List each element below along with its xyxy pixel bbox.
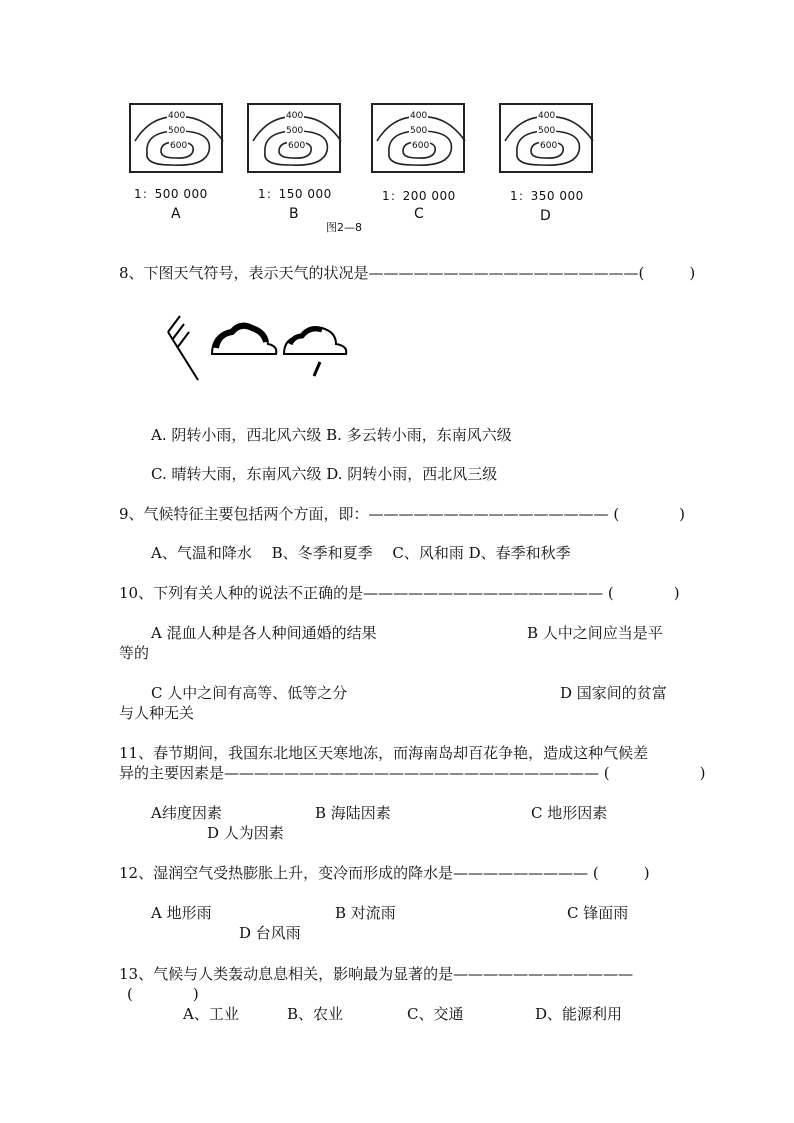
- question-10-option-b-cont: 等的: [119, 644, 150, 662]
- contour-label: 400: [286, 111, 304, 121]
- contour-label: 400: [410, 111, 428, 121]
- contour-label: 500: [286, 126, 304, 136]
- light-rain-cloud-icon: [284, 327, 346, 376]
- contour-label: 600: [170, 141, 188, 151]
- wind-symbol-icon: [168, 316, 198, 380]
- question-12-option-a: A 地形雨: [151, 904, 212, 922]
- question-10-option-a: A 混血人种是各人种间通婚的结果: [151, 624, 377, 642]
- question-12-option-b: B 对流雨: [335, 904, 396, 922]
- contour-label: 600: [540, 141, 558, 151]
- question-13-option-a: A、工业: [183, 1005, 239, 1023]
- map-scale: 1：150 000: [258, 187, 332, 201]
- question-12-stem: 12、湿润空气受热膨胀上升，变冷而形成的降水是————————— ( ): [119, 864, 650, 882]
- question-11-option-c: C 地形因素: [531, 804, 608, 822]
- contour-map-b: [247, 103, 341, 173]
- question-13-option-b: B、农业: [287, 1005, 344, 1023]
- contour-label: 600: [412, 141, 430, 151]
- contour-map-a: [129, 103, 223, 173]
- question-10-option-c: C 人中之间有高等、低等之分: [151, 684, 348, 702]
- question-10-option-d-cont: 与人种无关: [119, 704, 195, 722]
- question-10-option-d: D 国家间的贫富: [560, 684, 667, 702]
- overcast-cloud-icon: [212, 324, 276, 354]
- question-10-stem: 10、下列有关人种的说法不正确的是———————————————— ( ): [119, 584, 680, 602]
- question-13-stem-line-1: 13、气候与人类轰动息息相关，影响最为显著的是————————————: [119, 965, 634, 983]
- question-11-stem-line-1: 11、春节期间，我国东北地区天寒地冻，而海南岛却百花争艳，造成这种气候差: [119, 744, 649, 762]
- question-11-stem-line-2: 异的主要因素是————————————————————————— ( ): [119, 764, 706, 782]
- question-11-option-b: B 海陆因素: [315, 804, 391, 822]
- map-letter: D: [540, 208, 551, 224]
- contour-label: 400: [168, 111, 186, 121]
- map-scale: 1：350 000: [510, 189, 584, 203]
- question-12-option-d: D 台风雨: [239, 924, 301, 942]
- contour-label: 600: [288, 141, 306, 151]
- question-13-option-d: D、能源利用: [535, 1005, 623, 1023]
- question-8-option-line-2: C. 晴转大雨，东南风六级 D. 阴转小雨，西北风三级: [151, 465, 498, 483]
- question-10-option-b: B 人中之间应当是平: [527, 624, 663, 642]
- map-letter: A: [171, 206, 181, 222]
- figure-caption: 图2—8: [326, 221, 362, 234]
- question-12-option-c: C 锋面雨: [567, 904, 629, 922]
- map-scale: 1：500 000: [134, 187, 208, 201]
- question-11-option-d: D 人为因素: [207, 824, 284, 842]
- question-9-options: A、气温和降水 B、冬季和夏季 C、风和雨 D、春季和秋季: [151, 544, 571, 562]
- weather-symbols: [160, 310, 360, 388]
- contour-map-d: [499, 103, 593, 173]
- map-letter: B: [289, 206, 299, 222]
- contour-label: 400: [538, 111, 556, 121]
- contour-label: 500: [538, 126, 556, 136]
- question-13-option-c: C、交通: [407, 1005, 464, 1023]
- question-9-stem: 9、气候特征主要包括两个方面，即：———————————————— ( ): [119, 505, 686, 523]
- map-letter: C: [414, 206, 424, 222]
- question-8-option-line-1: A. 阴转小雨，西北风六级 B. 多云转小雨，东南风六级: [151, 426, 512, 444]
- contour-label: 500: [168, 126, 186, 136]
- question-13-stem-line-2: ( ): [127, 985, 199, 1003]
- question-8-stem: 8、下图天气符号，表示天气的状况是——————————————————( ): [119, 264, 696, 282]
- contour-label: 500: [410, 126, 428, 136]
- contour-map-c: [371, 103, 465, 173]
- question-11-option-a: A纬度因素: [151, 804, 222, 822]
- map-scale: 1：200 000: [382, 189, 456, 203]
